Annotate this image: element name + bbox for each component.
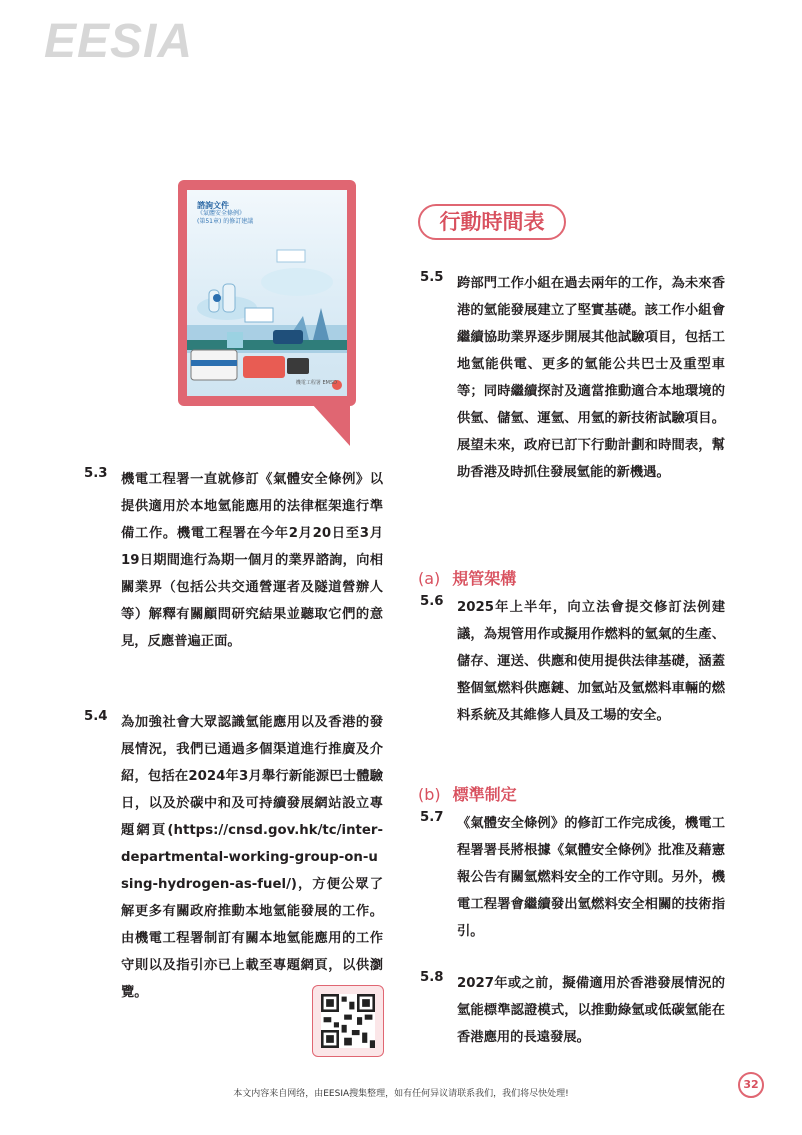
item-text: 機電工程署一直就修訂《氣體安全條例》以提供適用於本地氫能應用的法律框架進行準備工作。機電工程署在今年2月20日至3月19日期間進行為期一個月的業界諮詢，向相關業界（包括公共交通營運者及隧道營辦人等）解釋有關顧問研究結果並聽取它們的意見，反應普遍正面。 [121,472,383,649]
consultation-document-cover[interactable] [187,190,347,396]
item-number: 5.8 [420,970,444,985]
item-text: 《氣體安全條例》的修訂工作完成後，機電工程署署長將根據《氣體安全條例》批准及藉憲報公告有關氫燃料安全的工作守則。另外，機電工程署會繼續發出氫燃料安全相關的技術指引。 [457,816,725,939]
cover-illustration [187,190,347,396]
item-text: 2025年上半年，向立法會提交修訂法例建議，為規管用作或擬用作燃料的氫氣的生產、儲存、運送、供應和使用提供法律基礎，涵蓋整個氫燃料供應鏈、加氫站及氫燃料車輛的燃料系統及其維修人員及工場的安全。 [457,600,725,723]
item-number: 5.6 [420,594,444,609]
subheading-letter: (b) [418,785,441,804]
document-cover-bubble [178,180,356,406]
cover-title-line1: 諮詢文件 [197,201,229,210]
item-number: 5.7 [420,810,444,825]
item-5-8 [420,970,730,1060]
cover-brand: 機電工程署 EMSD [295,380,337,386]
item-number: 5.3 [84,466,108,481]
subheading-regulatory-framework [418,566,516,589]
item-5-5 [420,270,730,540]
item-5-6 [420,594,730,764]
section-heading-action-timeline: 行動時間表 [418,204,566,240]
qr-code[interactable] [312,985,384,1057]
item-5-7 [420,810,730,950]
item-number: 5.4 [84,709,108,724]
eesia-logo: EESIA [44,15,194,68]
page-number: 32 [738,1072,764,1098]
item-text: 2027年或之前，擬備適用於香港發展情況的氫能標準認證模式，以推動綠氫或低碳氫能在香港應用的長遠發展。 [457,976,725,1045]
bubble-tail [312,404,350,446]
subheading-name: 標準制定 [452,785,517,804]
qr-code-icon [321,994,375,1048]
cover-title-line2: 《氣體安全條例》 [197,210,246,217]
item-5-3 [84,466,420,686]
subheading-standard-setting [418,782,517,805]
item-text: 跨部門工作小組在過去兩年的工作，為未來香港的氫能發展建立了堅實基礎。該工作小組會繼續協助業界逐步開展其他試驗項目，包括工地氫能供電、更多的氫能公共巴士及重型車等；同時繼續探討及適當推動適合本地環境的供氫、儲氫、運氫、用氫的新技術試驗項目。展望未來，政府已訂下行動計劃和時間表，幫助香港及時抓住發展氫能的新機遇。 [457,276,725,480]
item-number: 5.5 [420,270,444,285]
subheading-name: 規管架構 [452,569,517,588]
item-text: 為加強社會大眾認識氫能應用以及香港的發展情況，我們已通過多個渠道進行推廣及介紹，包括在2024年3月舉行新能源巴士體驗日，以及於碳中和及可持續發展網站設立專題網頁(https://cnsd.gov.hk/tc/inter-departmental-working-group-on-using-hydrogen-as-fuel/)，方便公眾了解更多有關政府推動本地氫能發展的工作。由機電工程署制訂有關本地氫能應用的工作守則以及指引亦已上載至專題網頁，以供瀏覽。 [121,715,383,1000]
subheading-letter: (a) [418,569,441,588]
footer-disclaimer: 本文内容来自网络，由EESIA搜集整理，如有任何异议请联系我们，我们将尽快处理! [233,1089,569,1099]
cover-title-line3: (第51章) 的修訂建議 [197,218,254,225]
